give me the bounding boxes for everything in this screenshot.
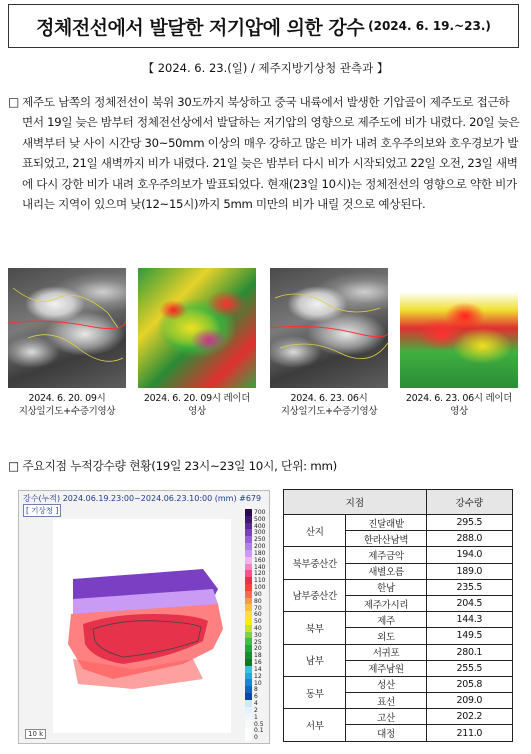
legend-swatch xyxy=(245,536,252,543)
rainfall-value-cell: 202.2 xyxy=(426,709,512,725)
legend-label: 300 xyxy=(254,529,266,537)
map-legend xyxy=(245,509,269,741)
legend-label: 90 xyxy=(254,590,262,598)
title-date-range: (2024. 6. 19.~23.) xyxy=(368,19,491,33)
legend-label: 400 xyxy=(254,522,266,530)
rainfall-value-cell: 205.8 xyxy=(426,676,512,692)
rainfall-value-cell: 280.1 xyxy=(426,644,512,660)
rainfall-value-cell: 211.0 xyxy=(426,725,512,741)
legend-swatch xyxy=(245,734,252,741)
legend-swatch xyxy=(245,638,252,645)
image-caption-2: 2024. 6. 20. 09시 레이더 영상 xyxy=(143,393,251,417)
map-title: 강수(누적) 2024.06.19.23:00~2024.06.23.10:00 (mm) #679 xyxy=(23,494,262,503)
weather-images xyxy=(8,268,524,428)
report-subtitle: 【 2024. 6. 23.(일) / 제주지방기상청 관측과 】 xyxy=(142,61,389,75)
legend-label: 120 xyxy=(254,570,266,578)
legend-label: 70 xyxy=(254,604,262,612)
map-area xyxy=(53,519,231,733)
legend-label: 1 xyxy=(254,713,258,721)
legend-label: 40 xyxy=(254,625,262,632)
legend-swatch xyxy=(245,666,252,673)
section-heading-text: 주요지점 누적강수량 현황(19일 23시~23일 10시, 단위: mm) xyxy=(22,459,337,473)
image-card-4 xyxy=(400,268,518,428)
station-cell: 성산 xyxy=(346,676,426,692)
rainfall-map xyxy=(18,490,270,744)
legend-swatch xyxy=(245,686,252,693)
station-cell: 외도 xyxy=(346,628,426,644)
legend-label: 60 xyxy=(254,611,262,619)
station-cell: 서귀포 xyxy=(346,644,426,660)
legend-label: 0 xyxy=(254,734,258,742)
legend-label: 4 xyxy=(254,700,258,708)
legend-label: 500 xyxy=(254,515,266,523)
legend-label: 10 xyxy=(254,679,262,687)
table-row xyxy=(284,644,513,660)
radar-image-0623 xyxy=(400,268,518,388)
legend-label: 110 xyxy=(254,577,266,585)
station-cell: 제주 xyxy=(346,612,426,628)
table-row xyxy=(284,515,513,531)
legend-label: 100 xyxy=(254,584,266,592)
radar-image-0620 xyxy=(138,268,256,388)
legend-swatch xyxy=(245,598,252,605)
legend-label: 20 xyxy=(254,645,262,653)
region-cell: 남부 xyxy=(284,644,346,676)
rainfall-value-cell: 144.3 xyxy=(426,612,512,628)
legend-swatch xyxy=(245,584,252,591)
rainfall-value-cell: 204.5 xyxy=(426,595,512,611)
legend-label: 25 xyxy=(254,638,262,646)
station-cell: 제주금악 xyxy=(346,547,426,563)
legend-label: 6 xyxy=(254,693,258,701)
paragraph-text: 제주도 남쪽의 정체전선이 북위 30도까지 북상하고 중국 내륙에서 발생한 기압골이 제주도로 접근하면서 19일 늦은 밤부터 정체전선상에서 발달하는 저기압의 영향으로 제주도에 비가 내렸다. 20일 늦은 새벽부터 낮 사이 시간당 30~50mm 이상의 매우 강하고 많은 비가 내려 호우주의보와 호우경보가 발표되었고, 21일 새벽까지 비가 내렸다. 21일 늦은 밤부터 다시 비가 시작되었고 22일 오전, 23일 새벽에 다시 강한 비가 내려 호우주의보가 발표되었다. 현재(23일 10시)는 정체전선의 영향으로 약한 비가 내리는 지역이 있으며 낮(12~15시)까지 5mm 미만의 비가 내릴 것으로 예상된다. xyxy=(22,95,520,212)
station-cell: 진달래밭 xyxy=(346,515,426,531)
legend-swatch xyxy=(245,557,252,564)
legend-label: 16 xyxy=(254,659,262,667)
section-bullet: □ xyxy=(8,459,19,473)
legend-swatch xyxy=(245,659,252,666)
image-card-3 xyxy=(270,268,388,428)
station-cell: 대정 xyxy=(346,725,426,741)
legend-swatch xyxy=(245,632,252,639)
table-row xyxy=(284,579,513,595)
station-cell: 새별오름 xyxy=(346,563,426,579)
rainfall-value-cell: 235.5 xyxy=(426,579,512,595)
header-rainfall: 강수량 xyxy=(426,490,512,515)
image-caption-3: 2024. 6. 23. 06시 지상일기도+수증기영상 xyxy=(280,393,378,417)
summary-paragraph xyxy=(8,92,520,214)
legend-swatch xyxy=(245,564,252,571)
legend-label: 0.5 xyxy=(254,720,264,728)
legend-label: 8 xyxy=(254,686,258,694)
legend-swatch xyxy=(245,570,252,577)
rainfall-table xyxy=(283,489,513,742)
legend-swatch xyxy=(245,529,252,536)
legend-swatch xyxy=(245,700,252,707)
coastline-overlay xyxy=(8,268,126,388)
header-station: 지점 xyxy=(284,490,427,515)
section-heading xyxy=(8,457,337,474)
legend-label: 14 xyxy=(254,665,262,673)
image-caption-1: 2024. 6. 20. 09시 지상일기도+수증기영상 xyxy=(18,393,116,417)
jeju-rainfall-shape xyxy=(53,519,231,733)
legend-swatch xyxy=(245,509,252,516)
legend-label: 30 xyxy=(254,631,262,639)
legend-color-bar xyxy=(245,509,252,741)
image-card-1 xyxy=(8,268,126,428)
paragraph-bullet: □ xyxy=(8,95,20,109)
image-card-2 xyxy=(138,268,256,428)
station-cell: 한라산남벽 xyxy=(346,531,426,547)
table-row xyxy=(284,709,513,725)
legend-label: 180 xyxy=(254,549,266,557)
legend-label: 160 xyxy=(254,556,266,564)
legend-swatch xyxy=(245,591,252,598)
legend-swatch xyxy=(245,577,252,584)
legend-swatch xyxy=(245,516,252,523)
rainfall-value-cell: 255.5 xyxy=(426,660,512,676)
legend-swatch xyxy=(245,720,252,727)
legend-label: 200 xyxy=(254,543,266,551)
legend-swatch xyxy=(245,727,252,734)
legend-swatch xyxy=(245,618,252,625)
station-cell: 한남 xyxy=(346,579,426,595)
coastline-overlay xyxy=(270,268,388,388)
region-cell: 북부중산간 xyxy=(284,547,346,579)
region-cell: 남부중산간 xyxy=(284,579,346,611)
map-scale-label: 10 k xyxy=(25,729,46,739)
title-box xyxy=(8,4,519,48)
region-cell: 동부 xyxy=(284,676,346,708)
legend-swatch xyxy=(245,707,252,714)
legend-label: 700 xyxy=(254,509,266,516)
legend-label: 12 xyxy=(254,672,262,680)
legend-swatch xyxy=(245,679,252,686)
station-cell: 표선 xyxy=(346,693,426,709)
legend-label: 18 xyxy=(254,652,262,660)
image-caption-4: 2024. 6. 23. 06시 레이더 영상 xyxy=(405,393,513,417)
legend-label: 0.1 xyxy=(254,727,264,735)
legend-label: 140 xyxy=(254,563,266,571)
rainfall-value-cell: 194.0 xyxy=(426,547,512,563)
table-row xyxy=(284,547,513,563)
rainfall-value-cell: 149.5 xyxy=(426,628,512,644)
legend-label: 50 xyxy=(254,618,262,626)
rainfall-value-cell: 189.0 xyxy=(426,563,512,579)
legend-swatch xyxy=(245,645,252,652)
legend-swatch xyxy=(245,693,252,700)
legend-swatch xyxy=(245,604,252,611)
rainfall-value-cell: 295.5 xyxy=(426,515,512,531)
rainfall-value-cell: 209.0 xyxy=(426,693,512,709)
satellite-image-0620 xyxy=(8,268,126,388)
legend-label: 2 xyxy=(254,706,258,714)
station-cell: 제주가시리 xyxy=(346,595,426,611)
region-cell: 북부 xyxy=(284,612,346,644)
legend-swatch xyxy=(245,550,252,557)
legend-swatch xyxy=(245,625,252,632)
legend-swatch xyxy=(245,523,252,530)
map-agency-label: [ 기상청 ] xyxy=(23,504,61,517)
legend-swatch xyxy=(245,611,252,618)
table-row xyxy=(284,676,513,692)
table-header-row xyxy=(284,490,513,515)
page-title: 정체전선에서 발달한 저기압에 의한 강수 xyxy=(36,16,365,39)
region-cell: 산지 xyxy=(284,515,346,547)
legend-swatch xyxy=(245,713,252,720)
legend-swatch xyxy=(245,543,252,550)
station-cell: 제주남원 xyxy=(346,660,426,676)
table-row xyxy=(284,612,513,628)
region-cell: 서부 xyxy=(284,709,346,741)
satellite-image-0623 xyxy=(270,268,388,388)
rainfall-value-cell: 288.0 xyxy=(426,531,512,547)
legend-label: 250 xyxy=(254,536,266,544)
station-cell: 고산 xyxy=(346,709,426,725)
legend-swatch xyxy=(245,673,252,680)
legend-label: 80 xyxy=(254,597,262,605)
legend-swatch xyxy=(245,652,252,659)
